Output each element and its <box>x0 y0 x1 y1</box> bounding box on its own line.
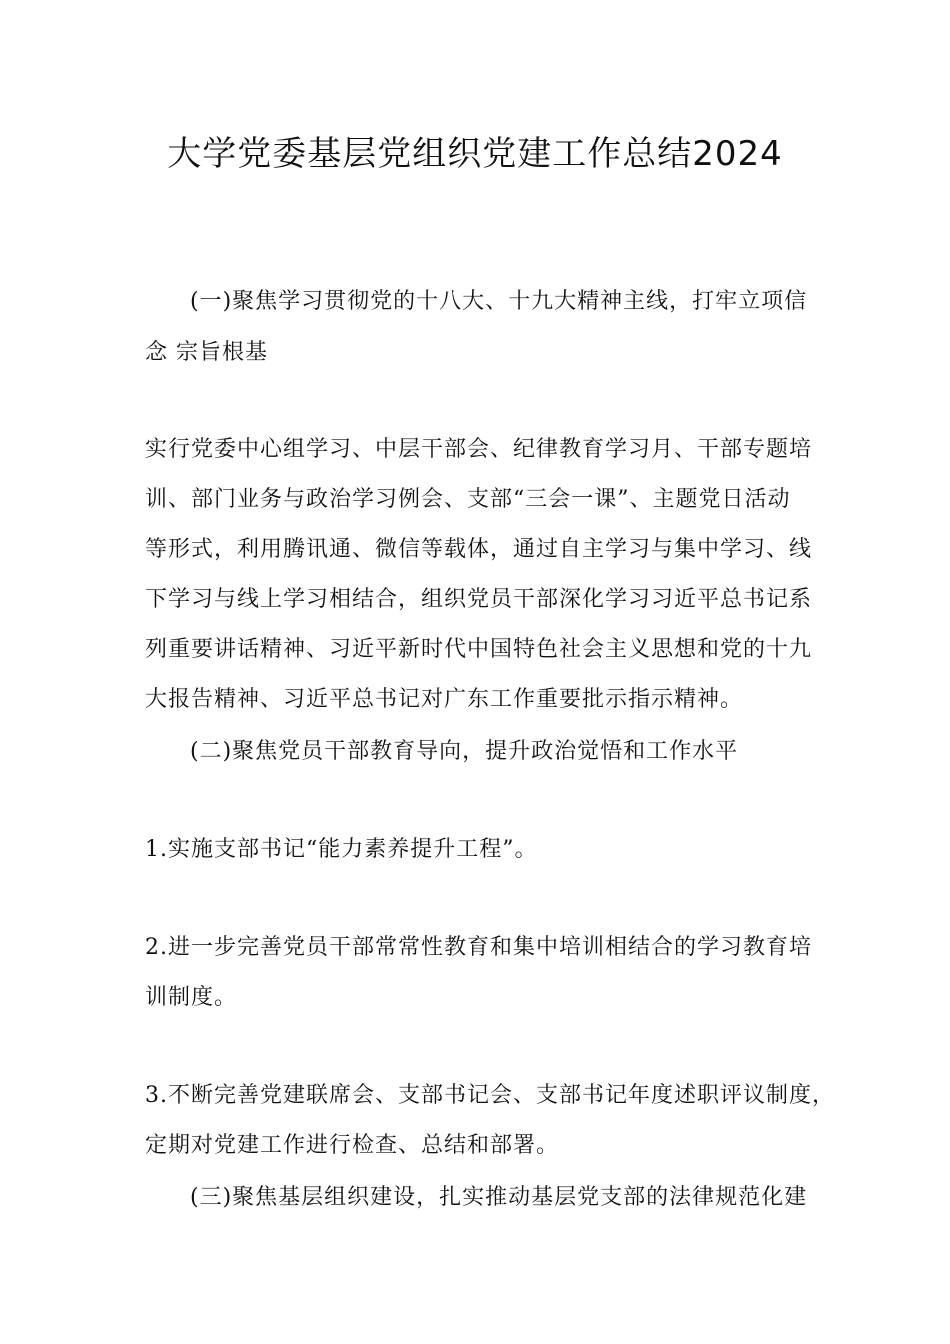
document-title: 大学党委基层党组织党建工作总结2024 <box>167 134 783 174</box>
list-item-1: 1.实施支部书记“能力素养提升工程”。 <box>145 837 538 862</box>
paragraph-1-line-3: 等形式，利用腾讯通、微信等载体，通过自主学习与集中学习、线 <box>145 537 813 562</box>
list-item-2-line-1: 2.进一步完善党员干部常常性教育和集中培训相结合的学习教育培 <box>145 935 812 960</box>
paragraph-1-line-1: 实行党委中心组学习、中层干部会、纪律教育学习月、干部专题培 <box>145 437 813 462</box>
section-2-heading: (二)聚焦党员干部教育导向，提升政治觉悟和工作水平 <box>190 739 739 764</box>
section-3-heading: (三)聚焦基层组织建设，扎实推动基层党支部的法律规范化建 <box>190 1185 808 1210</box>
paragraph-1-line-2: 训、部门业务与政治学习例会、支部“三会一课”、主题党日活动 <box>145 487 791 512</box>
list-item-2-line-2: 训制度。 <box>145 985 238 1010</box>
paragraph-1-line-4: 下学习与线上学习相结合，组织党员干部深化学习习近平总书记系 <box>145 587 813 612</box>
paragraph-1-line-6: 大报告精神、习近平总书记对广东工作重要批示指示精神。 <box>145 687 744 712</box>
paragraph-1-line-5: 列重要讲话精神、习近平新时代中国特色社会主义思想和党的十九 <box>145 637 813 662</box>
section-1-heading-line-1: (一)聚焦学习贯彻党的十八大、十九大精神主线，打牢立项信 <box>190 289 808 314</box>
list-item-3-line-1: 3.不断完善党建联席会、支部书记会、支部书记年度述职评议制度， <box>145 1083 835 1108</box>
list-item-3-line-2: 定期对党建工作进行检查、总结和部署。 <box>145 1133 560 1158</box>
section-1-heading-line-2: 念 宗旨根基 <box>145 340 268 365</box>
